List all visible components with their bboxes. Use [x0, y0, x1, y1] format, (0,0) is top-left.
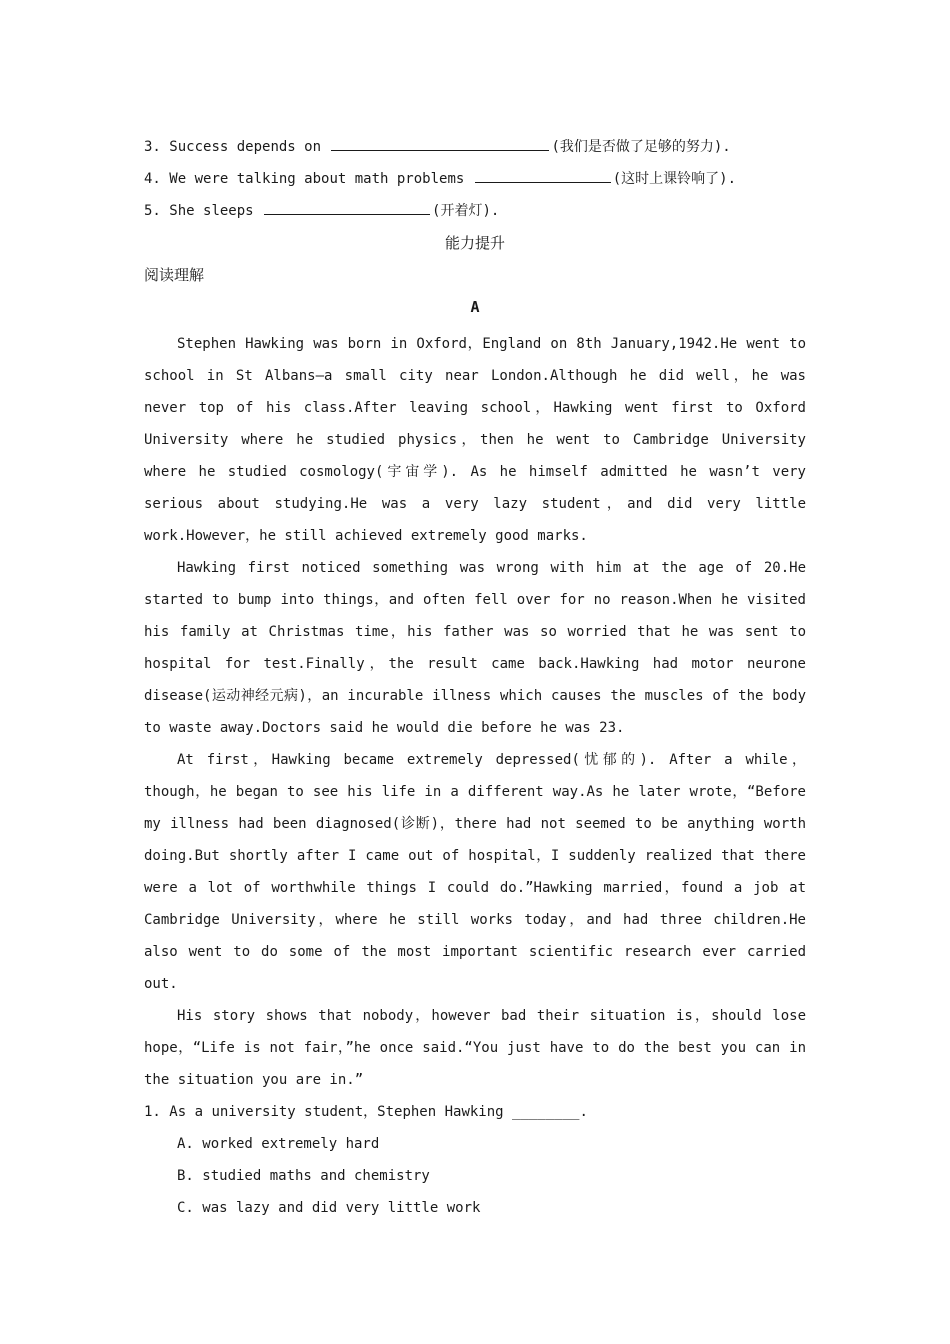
fill-in-item-3 [144, 136, 806, 168]
question-text: As a university student，Stephen Hawking ________. [169, 1104, 588, 1120]
question-1 [144, 1096, 806, 1128]
option-a[interactable]: A. worked extremely hard [177, 1136, 380, 1152]
passage-paragraph-3: At first，Hawking became extremely depressed(忧郁的). After a while，though，he began to see his life in a different way.As he later wrote，“Before my illness had been diagnosed(诊断)，there had not seemed to be anything worth doing.But shortly after I came out of hospital，I suddenly realized that there were a lot of worthwhile things I could do.”Hawking married，found a job at Cambridge University，where he still works today，and had three children.He also went to do some of the most important scientific research ever carried out. [144, 752, 806, 992]
answer-blank[interactable] [331, 136, 549, 151]
question-number: 1. [144, 1104, 161, 1120]
passage-paragraph-2: Hawking first noticed something was wrong with him at the age of 20.He started to bump into things，and often fell over for no reason.When he visited his family at Christmas time，his father was so worried that he was sent to hospital for test.Finally，the result came back.Hawking had motor neurone disease(运动神经元病)，an incurable illness which causes the muscles of the body to waste away.Doctors said he would die before he was 23. [144, 560, 806, 736]
passage-paragraph-1: Stephen Hawking was born in Oxford，England on 8th January,1942.He went to school in St Albans—a small city near London.Although he did well，he was never top of his class.After leaving school，Hawking went first to Oxford University where he studied physics，then he went to Cambridge University where he studied cosmology(宇宙学). As he himself admitted he wasn’t very serious about studying.He was a very lazy student，and did very little work.However，he still achieved extremely good marks. [144, 336, 806, 544]
passage-paragraph-4: His story shows that nobody，however bad their situation is，should lose hope，“Life is not fair，”he once said.“You just have to do the best you can in the situation you are in.” [144, 1008, 806, 1088]
option-b[interactable]: B. studied maths and chemistry [177, 1168, 430, 1184]
item-text: We were talking about math problems [169, 171, 465, 187]
fill-in-item-5 [144, 200, 806, 232]
subsection-label: 阅读理解 [144, 266, 205, 284]
item-number: 5. [144, 203, 161, 219]
item-number: 3. [144, 139, 161, 155]
item-number: 4. [144, 171, 161, 187]
chinese-hint: (开着灯). [432, 203, 500, 219]
passage-letter: A [470, 298, 480, 316]
content-area [144, 136, 806, 1224]
chinese-hint: (我们是否做了足够的努力). [551, 139, 731, 155]
answer-blank[interactable] [475, 168, 611, 183]
section-title: 能力提升 [444, 234, 505, 252]
chinese-hint: (这时上课铃响了). [612, 171, 737, 187]
item-text: She sleeps [169, 203, 254, 219]
answer-blank[interactable] [264, 200, 430, 215]
item-text: Success depends on [169, 139, 322, 155]
fill-in-item-4 [144, 168, 806, 200]
option-c[interactable]: C. was lazy and did very little work [177, 1200, 481, 1216]
